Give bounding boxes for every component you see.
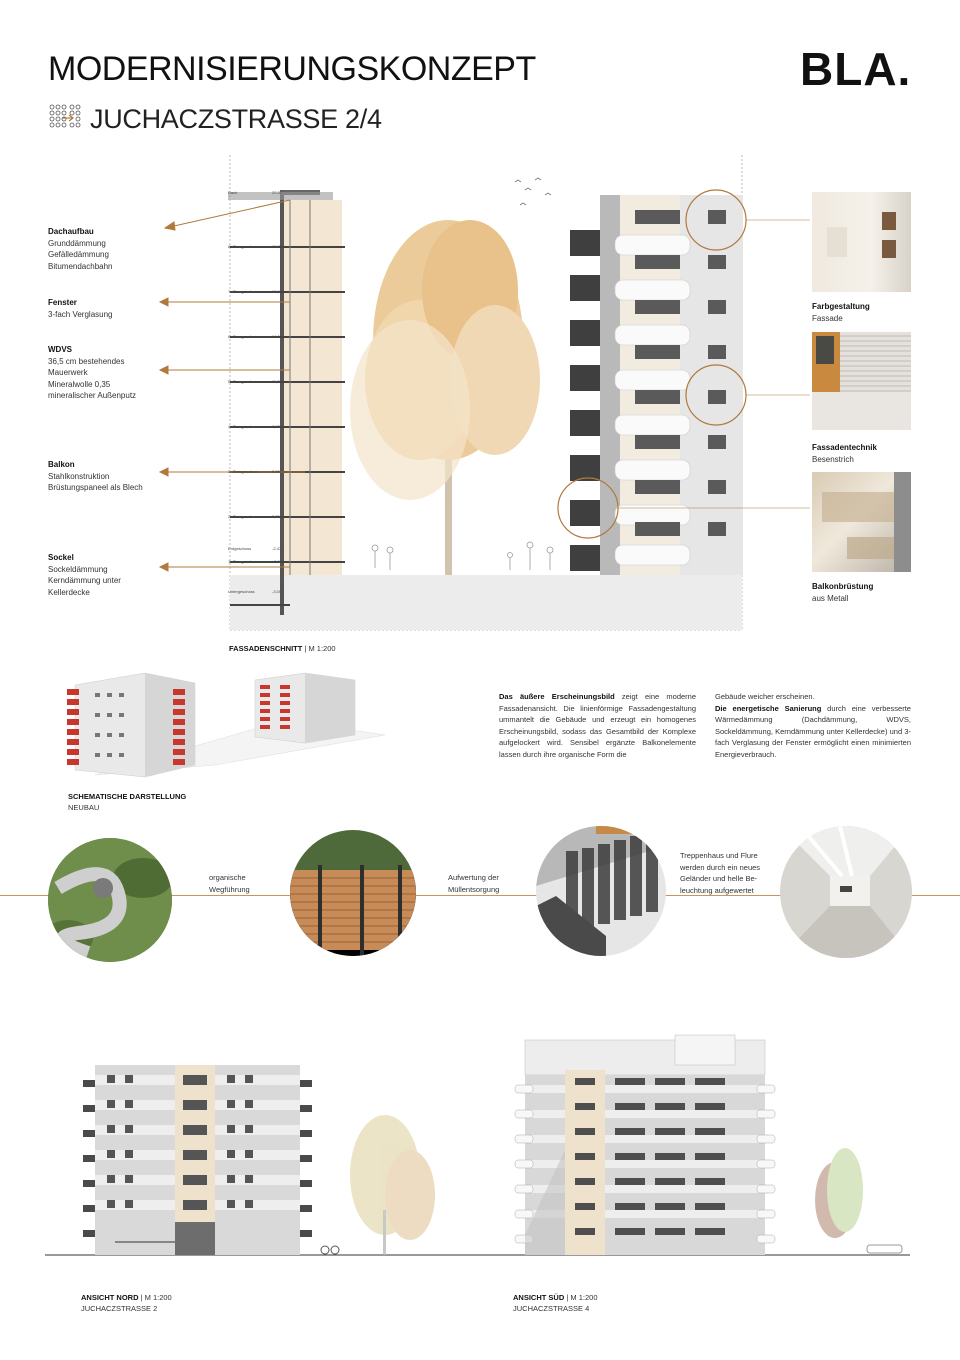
tree-illustration	[350, 220, 540, 575]
floor-label: 7. Obergeschoss	[228, 289, 259, 294]
material-label-technique: Fassadentechnik Besenstrich	[812, 443, 877, 464]
floor-label: 4. Obergeschoss	[228, 424, 259, 429]
dot-grid-icon	[48, 103, 84, 133]
label-wdvs: WDVS 36,5 cm bestehendes Mauerwerk Mineralwolle 0,35 mineralischer Außenputz	[48, 345, 137, 400]
floor-level: 8,42	[272, 424, 280, 429]
label-sockel: Sockel Sockeldämmung Kerndämmung unter Kellerdecke	[48, 553, 121, 597]
floor-label: 3. Obergeschoss	[228, 469, 259, 474]
floor-level: 2,76	[272, 514, 280, 519]
floor-level: -2,47	[272, 546, 282, 551]
floor-label: Erdgeschoss	[228, 546, 252, 551]
logo: BLA.	[800, 43, 912, 95]
description-col-2: Gebäude weicher erscheinen. Die energetische Sanierung durch eine verbesserte Wärmedämmung (Dachdämmung, WDVS, Sockeldämmung, Kerndämmung unter Kellerdecke) und 3-fach Verglasung der Fenster ermöglicht einen minimierten Energieverbrauch.	[715, 692, 911, 759]
label-dachaufbau: Dachaufbau Grunddämmung Gefälledämmung Bitumendachbahn	[48, 227, 113, 271]
material-label-balcony: Balkonbrüstung aus Metall	[812, 582, 874, 603]
photo-garden-path	[48, 838, 172, 962]
photo-staircase	[536, 826, 666, 956]
note-path: organische Wegführung	[209, 873, 250, 894]
floor-level: ±0,00	[272, 559, 282, 564]
material-photo-technique	[812, 332, 911, 430]
floor-level: 5,59	[272, 469, 280, 474]
label-fenster: Fenster 3-fach Verglasung	[48, 298, 113, 319]
label-balkon: Balkon Stahlkonstruktion Brüstungspaneel als Blech	[48, 460, 143, 492]
north-elevation-building	[83, 1065, 312, 1255]
floor-label: 6. Obergeschoss	[228, 334, 259, 339]
floor-level: -3,00	[272, 589, 282, 594]
schematic-3d-drawing	[55, 665, 455, 785]
south-elevation-building	[515, 1035, 775, 1255]
elevation-drawings	[45, 1030, 915, 1260]
note-waste: Aufwertung der Müllentsorgung	[448, 873, 500, 894]
material-label-color: Farbgestaltung Fassade	[812, 302, 870, 323]
page-title: MODERNISIERUNGSKONZEPT	[48, 50, 536, 88]
floor-label: Untergeschoss	[228, 589, 255, 594]
material-photo-balcony	[812, 472, 911, 572]
page-subtitle: JUCHACZSTRASSE 2/4	[90, 104, 382, 134]
description-col-1: Das äußere Erscheinungsbild zeigt eine moderne Fassadenansicht. Die linienförmige Fassadengestaltung ummantelt die Gebäude und erzeugt ein homogenes Erscheinungsbild, sodass das Gesamtbild der Komplexe aufgelockert wird. Sensibel ergänzte Balkonelemente lassen durch ihre organische Form die	[499, 692, 696, 759]
photo-waste-enclosure	[290, 830, 416, 956]
floor-label: 8. Obergeschoss	[228, 244, 259, 249]
material-photo-color	[812, 192, 911, 292]
section-caption: FASSADENSCHNITT | M 1:200	[229, 644, 336, 653]
note-stairs: Treppenhaus und Flure werden durch ein neues Geländer und helle Be- leuchtung aufgewertet	[680, 851, 761, 895]
floor-label: 1. Obergeschoss	[228, 559, 259, 564]
floor-level: 14,08	[272, 334, 283, 339]
floor-level: 22,37	[272, 190, 283, 195]
elevation-north-caption: ANSICHT NORD | M 1:200 JUCHACZSTRASSE 2	[81, 1293, 172, 1313]
elevation-south-caption: ANSICHT SÜD | M 1:200 JUCHACZSTRASSE 4	[513, 1293, 598, 1313]
floor-label: Dach	[228, 190, 238, 195]
photo-corridor	[780, 826, 912, 958]
floor-label: 5. Obergeschoss	[228, 379, 259, 384]
floor-labels	[228, 190, 298, 610]
floor-level: 11,25	[272, 379, 282, 384]
floor-label: 2. Obergeschoss	[228, 514, 259, 519]
floor-level: 16,91	[272, 289, 283, 294]
schematic-caption: SCHEMATISCHE DARSTELLUNG NEUBAU	[68, 792, 187, 812]
facade-building	[570, 195, 743, 575]
floor-level: 19,70	[272, 244, 283, 249]
